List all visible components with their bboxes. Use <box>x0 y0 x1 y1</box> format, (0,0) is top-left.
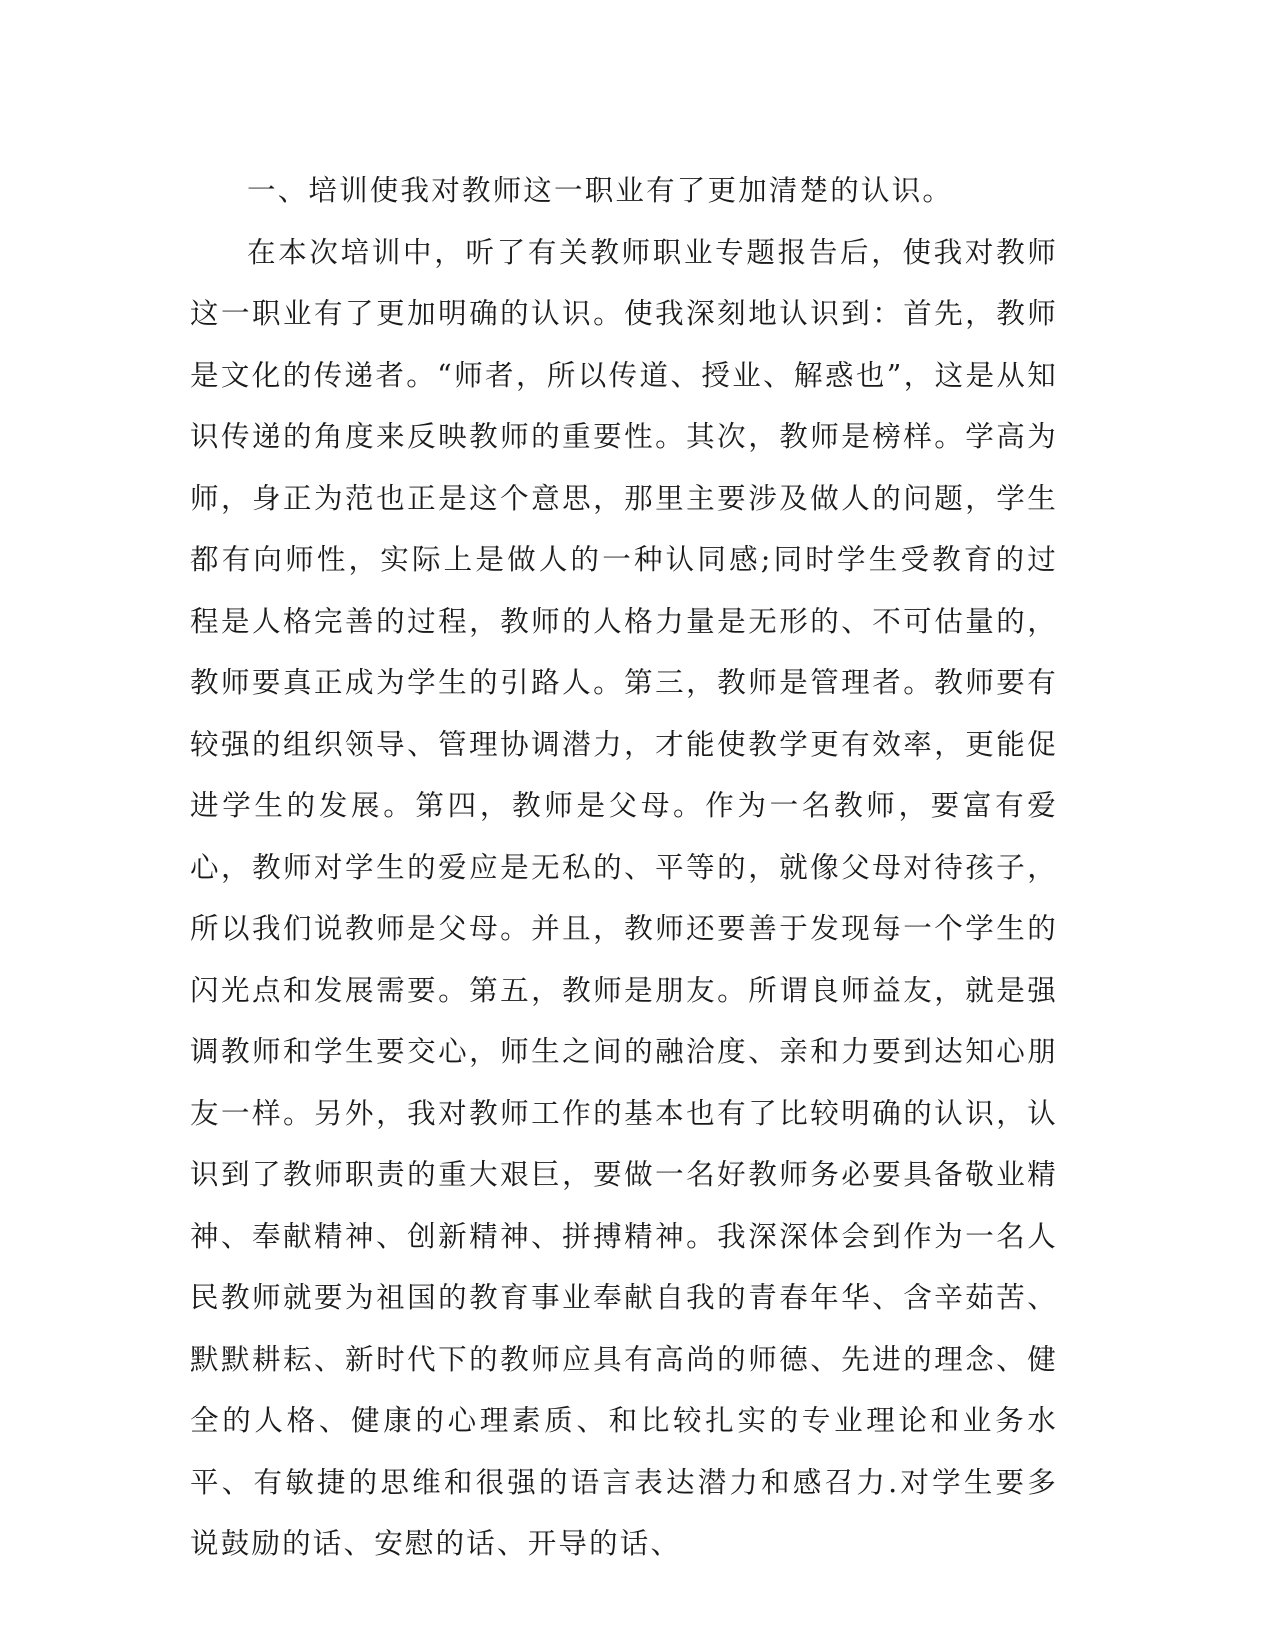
section-heading: 一、培训使我对教师这一职业有了更加清楚的认识。 <box>247 174 954 207</box>
body-paragraph: 在本次培训中，听了有关教师职业专题报告后，使我对教师这一职业有了更加明确的认识。使我深刻地认识到：首先，教师是文化的传递者。“师者，所以传道、授业、解惑也”，这是从知识传递的角度来反映教师的重要性。其次，教师是榜样。学高为师，身正为范也正是这个意思，那里主要涉及做人的问题，学生都有向师性，实际上是做人的一种认同感;同时学生受教育的过程是人格完善的过程，教师的人格力量是无形的、不可估量的，教师要真正成为学生的引路人。第三，教师是管理者。教师要有较强的组织领导、管理协调潜力，才能使教学更有效率，更能促进学生的发展。第四，教师是父母。作为一名教师，要富有爱心，教师对学生的爱应是无私的、平等的，就像父母对待孩子，所以我们说教师是父母。并且，教师还要善于发现每一个学生的闪光点和发展需要。第五，教师是朋友。所谓良师益友，就是强调教师和学生要交心，师生之间的融洽度、亲和力要到达知心朋友一样。另外，我对教师工作的基本也有了比较明确的认识，认识到了教师职责的重大艰巨，要做一名好教师务必要具备敬业精神、奉献精神、创新精神、拼搏精神。我深深体会到作为一名人民教师就要为祖国的教育事业奉献自我的青春年华、含辛茹苦、默默耕耘、新时代下的教师应具有高尚的师德、先进的理念、健全的人格、健康的心理素质、和比较扎实的专业理论和业务水平、有敏捷的思维和很强的语言表达潜力和感召力.对学生要多说鼓励的话、安慰的话、开导的话、 <box>190 235 1058 1560</box>
document-body <box>190 160 1058 1575</box>
